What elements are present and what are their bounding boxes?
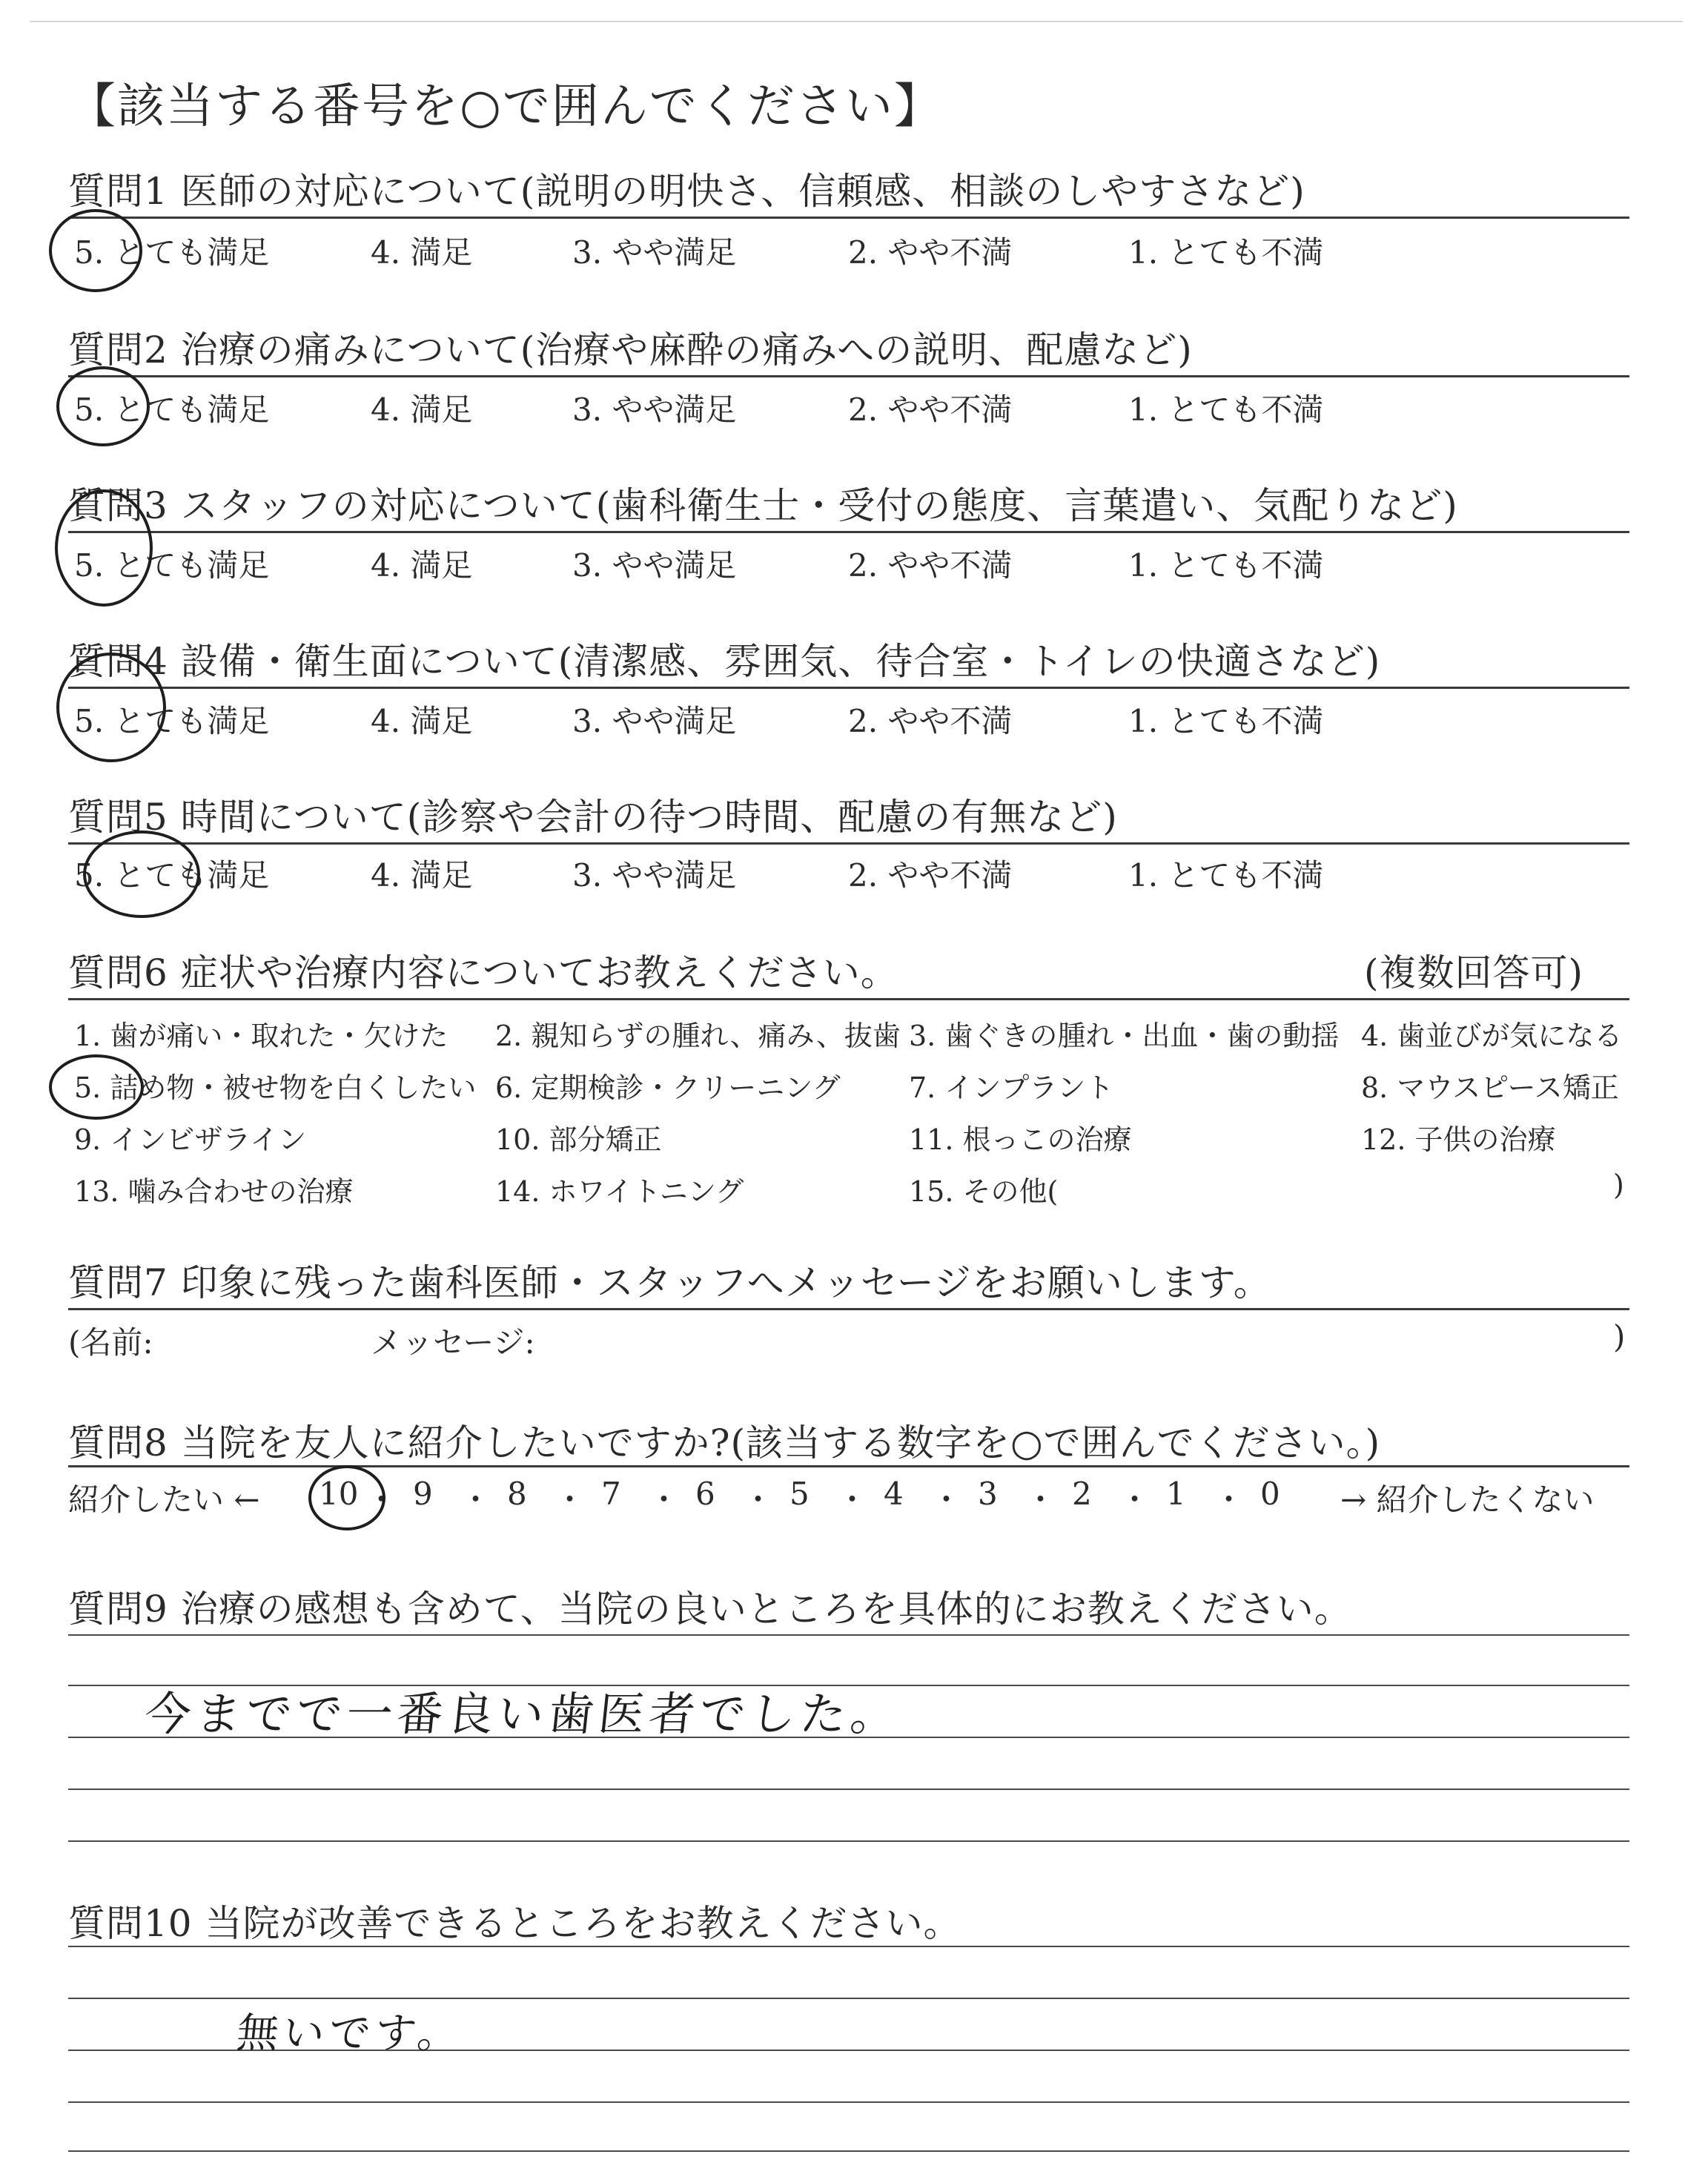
q8-right-label: → 紹介したくない — [1340, 1482, 1595, 1518]
q4-selection-circle — [56, 653, 166, 762]
q9-title: 質問9 治療の感想も含めて、当院の良いところを具体的にお教えください。 — [68, 1588, 1352, 1631]
q5-selection-circle — [83, 830, 200, 918]
q2-opt-3[interactable]: 3. やや満足 — [572, 392, 737, 428]
q8-scale-value[interactable]: 4 — [884, 1476, 904, 1512]
q8-scale-value[interactable]: 0 — [1260, 1476, 1280, 1512]
q8-scale-value[interactable]: 5 — [790, 1476, 810, 1512]
q8-scale-dot: ・ — [460, 1482, 491, 1518]
q8-scale-dot: ・ — [1119, 1482, 1151, 1518]
q6-opt-13[interactable]: 13. 噛み合わせの治療 — [74, 1175, 354, 1208]
q6-opt-2[interactable]: 2. 親知らずの腫れ、痛み、抜歯 — [495, 1020, 901, 1052]
q5-title: 質問5 時間について(診察や会計の待つ時間、配慮の有無など) — [68, 796, 1118, 839]
q4-title: 質問4 設備・衛生面について(清潔感、雰囲気、待合室・トイレの快適さなど) — [68, 640, 1381, 683]
q6-opt-9[interactable]: 9. インビザライン — [74, 1123, 307, 1156]
q6-opt-6[interactable]: 6. 定期検診・クリーニング — [495, 1071, 841, 1104]
q1-opt-5[interactable]: 5. とても満足 — [74, 234, 270, 271]
q7-message-label: メッセージ: — [371, 1324, 535, 1361]
q3-opt-1[interactable]: 1. とても不満 — [1128, 547, 1324, 584]
q2-title: 質問2 治療の痛みについて(治療や麻酔の痛みへの説明、配慮など) — [68, 328, 1193, 371]
q8-scale-dot: ・ — [930, 1482, 962, 1518]
q1-title: 質問1 医師の対応について(説明の明快さ、信頼感、相談のしやすさなど) — [68, 170, 1305, 213]
q9-line-4 — [68, 1789, 1629, 1790]
q6-opt-11[interactable]: 11. 根っこの治療 — [909, 1123, 1132, 1156]
q10-answer: 無いです。 — [234, 2009, 466, 2058]
q6-rule — [68, 998, 1629, 1000]
q10-line-1 — [68, 1946, 1629, 1947]
q2-opt-5[interactable]: 5. とても満足 — [74, 392, 270, 428]
q8-scale-dot: ・ — [836, 1482, 868, 1518]
q7-name-label: (名前: — [68, 1324, 153, 1361]
q8-scale-value[interactable]: 1 — [1166, 1476, 1186, 1512]
q8-left-label: 紹介したい ← — [68, 1482, 260, 1518]
q6-opt-15-close: ) — [1613, 1169, 1624, 1201]
q5-opt-3[interactable]: 3. やや満足 — [572, 857, 737, 894]
q7-title: 質問7 印象に残った歯科医師・スタッフへメッセージをお願いします。 — [68, 1261, 1271, 1304]
q5-opt-5[interactable]: 5. とても満足 — [74, 857, 270, 894]
q8-title: 質問8 当院を友人に紹介したいですか?(該当する数字を○で囲んでください。) — [68, 1421, 1381, 1464]
q4-rule — [68, 687, 1629, 689]
q3-opt-2[interactable]: 2. やや不満 — [848, 547, 1013, 584]
q9-answer: 今までで一番良い歯医者でした。 — [142, 1687, 904, 1741]
q8-scale-value[interactable]: 6 — [695, 1476, 715, 1512]
q2-selection-circle — [56, 366, 150, 446]
q4-opt-4[interactable]: 4. 満足 — [371, 703, 473, 739]
q8-scale-dot: ・ — [1025, 1482, 1056, 1518]
q10-line-4 — [68, 2101, 1629, 2103]
q7-rule — [68, 1308, 1629, 1310]
q3-opt-5[interactable]: 5. とても満足 — [74, 547, 270, 584]
q6-opt-8[interactable]: 8. マウスピース矯正 — [1361, 1071, 1619, 1104]
q9-line-5 — [68, 1840, 1629, 1842]
q2-opt-1[interactable]: 1. とても不満 — [1128, 392, 1324, 428]
q8-scale-value[interactable]: 2 — [1072, 1476, 1092, 1512]
q1-opt-4[interactable]: 4. 満足 — [371, 234, 473, 271]
q1-rule — [68, 217, 1629, 219]
q2-opt-4[interactable]: 4. 満足 — [371, 392, 473, 428]
q8-scale-dot: ・ — [648, 1482, 680, 1518]
q5-rule — [68, 842, 1629, 845]
q3-title: 質問3 スタッフの対応について(歯科衛生士・受付の態度、言葉遣い、気配りなど) — [68, 484, 1458, 527]
q6-note: (複数回答可) — [1364, 951, 1584, 994]
q4-opt-5[interactable]: 5. とても満足 — [74, 703, 270, 739]
q6-opt-14[interactable]: 14. ホワイトニング — [495, 1175, 744, 1208]
q10-line-5 — [68, 2150, 1629, 2152]
q6-selection-circle — [49, 1054, 144, 1120]
q8-scale-dot: ・ — [1213, 1482, 1245, 1518]
q2-rule — [68, 375, 1629, 377]
q7-close: ) — [1613, 1318, 1626, 1355]
q6-opt-3[interactable]: 3. 歯ぐきの腫れ・出血・歯の動揺 — [909, 1020, 1340, 1052]
q9-line-1 — [68, 1634, 1629, 1636]
q8-scale-value[interactable]: 7 — [601, 1476, 621, 1512]
q1-selection-circle — [49, 209, 142, 292]
q6-opt-15[interactable]: 15. その他( — [909, 1175, 1059, 1208]
q10-line-2 — [68, 1998, 1629, 1999]
q5-opt-2[interactable]: 2. やや不満 — [848, 857, 1013, 894]
q4-opt-3[interactable]: 3. やや満足 — [572, 703, 737, 739]
q3-opt-3[interactable]: 3. やや満足 — [572, 547, 737, 584]
q8-scale-dot: ・ — [365, 1482, 397, 1518]
q8-scale-dot: ・ — [554, 1482, 586, 1518]
q8-scale-dot: ・ — [742, 1482, 774, 1518]
q5-opt-4[interactable]: 4. 満足 — [371, 857, 473, 894]
q6-opt-12[interactable]: 12. 子供の治療 — [1361, 1123, 1556, 1156]
q3-opt-4[interactable]: 4. 満足 — [371, 547, 473, 584]
q10-title: 質問10 当院が改善できるところをお教えください。 — [68, 1902, 961, 1945]
q6-opt-5[interactable]: 5. 詰め物・被せ物を白くしたい — [74, 1071, 477, 1104]
q4-opt-1[interactable]: 1. とても不満 — [1128, 703, 1324, 739]
q4-opt-2[interactable]: 2. やや不満 — [848, 703, 1013, 739]
q3-rule — [68, 531, 1629, 533]
q1-opt-1[interactable]: 1. とても不満 — [1128, 234, 1324, 271]
q1-opt-2[interactable]: 2. やや不満 — [848, 234, 1013, 271]
q8-rule — [68, 1465, 1629, 1467]
page-title: 【該当する番号を○で囲んでください】 — [68, 79, 943, 134]
q3-selection-circle — [55, 489, 153, 607]
q8-scale-value[interactable]: 8 — [507, 1476, 527, 1512]
q6-title: 質問6 症状や治療内容についてお教えください。 — [68, 951, 898, 994]
q8-scale-value[interactable]: 3 — [978, 1476, 998, 1512]
q8-scale-value[interactable]: 10 — [319, 1476, 359, 1512]
q6-opt-10[interactable]: 10. 部分矯正 — [495, 1123, 662, 1156]
q8-scale-value[interactable]: 9 — [413, 1476, 433, 1512]
q2-opt-2[interactable]: 2. やや不満 — [848, 392, 1013, 428]
q6-opt-4[interactable]: 4. 歯並びが気になる — [1361, 1020, 1623, 1052]
scan-edge — [30, 21, 1683, 22]
q6-opt-7[interactable]: 7. インプラント — [909, 1071, 1114, 1104]
q1-opt-3[interactable]: 3. やや満足 — [572, 234, 737, 271]
q8-selection-circle — [308, 1465, 385, 1530]
q5-opt-1[interactable]: 1. とても不満 — [1128, 857, 1324, 894]
q6-opt-1[interactable]: 1. 歯が痛い・取れた・欠けた — [74, 1020, 448, 1052]
